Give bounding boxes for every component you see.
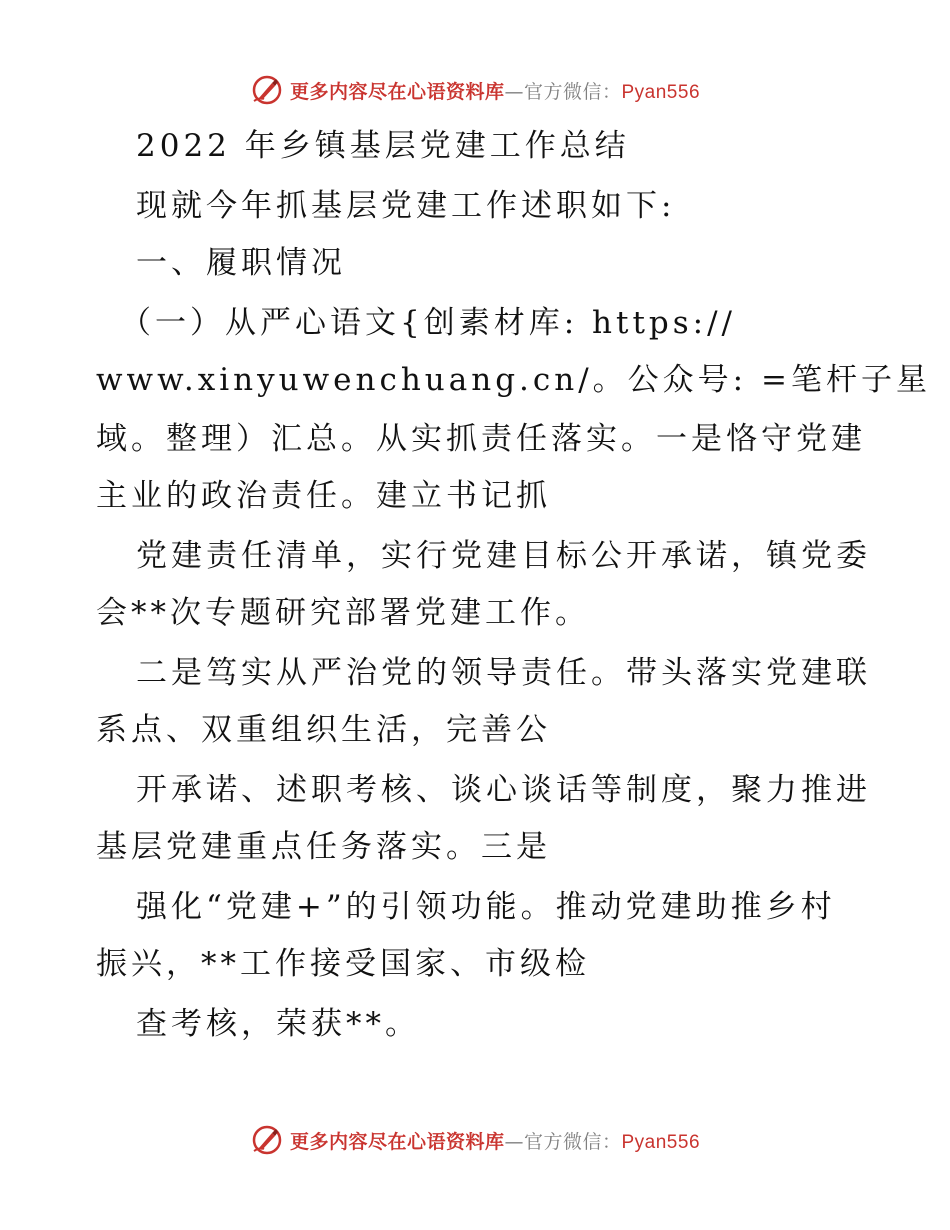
document-title-text: 2022 年乡镇基层党建工作总结 [136,128,630,164]
document-title [136,126,630,166]
banner-wechat-id: Pyan556 [621,1131,701,1153]
banner-wechat-label: 官方微信： [523,1130,622,1153]
banner-text [290,1127,700,1154]
section-heading: 一、履职情况 [136,245,346,281]
doc-line: www.xinyuwenchuang.cn/。公众号: =笔杆子星 [96,362,931,398]
banner-wechat-id: Pyan556 [621,81,701,103]
header-banner [0,68,950,112]
doc-line: 基层党建重点任务落实。三是 [96,829,551,865]
banner-dash: — [504,1130,524,1153]
doc-line: （一）从严心语文{创素材库: https:// [120,305,736,341]
banner-wechat-label: 官方微信： [523,80,622,103]
doc-line: 系点、双重组织生活，完善公 [96,712,551,748]
doc-line: 强化“党建+”的引领功能。推动党建助推乡村 [136,889,836,925]
doc-line: 域。整理）汇总。从实抓责任落实。一是恪守党建 [96,421,866,457]
doc-line: 党建责任清单，实行党建目标公开承诺，镇党委 [136,538,871,574]
doc-line: 查考核，荣获**。 [136,1006,420,1042]
doc-line: 会**次专题研究部署党建工作。 [96,595,590,631]
footer-banner [0,1118,950,1162]
banner-dash: — [504,80,524,103]
doc-line: 二是笃实从严治党的领导责任。带头落实党建联 [136,655,871,691]
banner-site-name: 更多内容尽在心语资料库 [289,80,505,103]
banner-site-name: 更多内容尽在心语资料库 [289,1130,505,1153]
doc-line: 主业的政治责任。建立书记抓 [96,478,551,514]
pen-logo-icon [250,73,284,107]
doc-line: 现就今年抓基层党建工作述职如下: [136,188,676,224]
doc-line: 开承诺、述职考核、谈心谈话等制度，聚力推进 [136,772,871,808]
banner-text [290,77,700,104]
doc-line: 振兴，**工作接受国家、市级检 [96,946,590,982]
pen-logo-icon [250,1123,284,1157]
